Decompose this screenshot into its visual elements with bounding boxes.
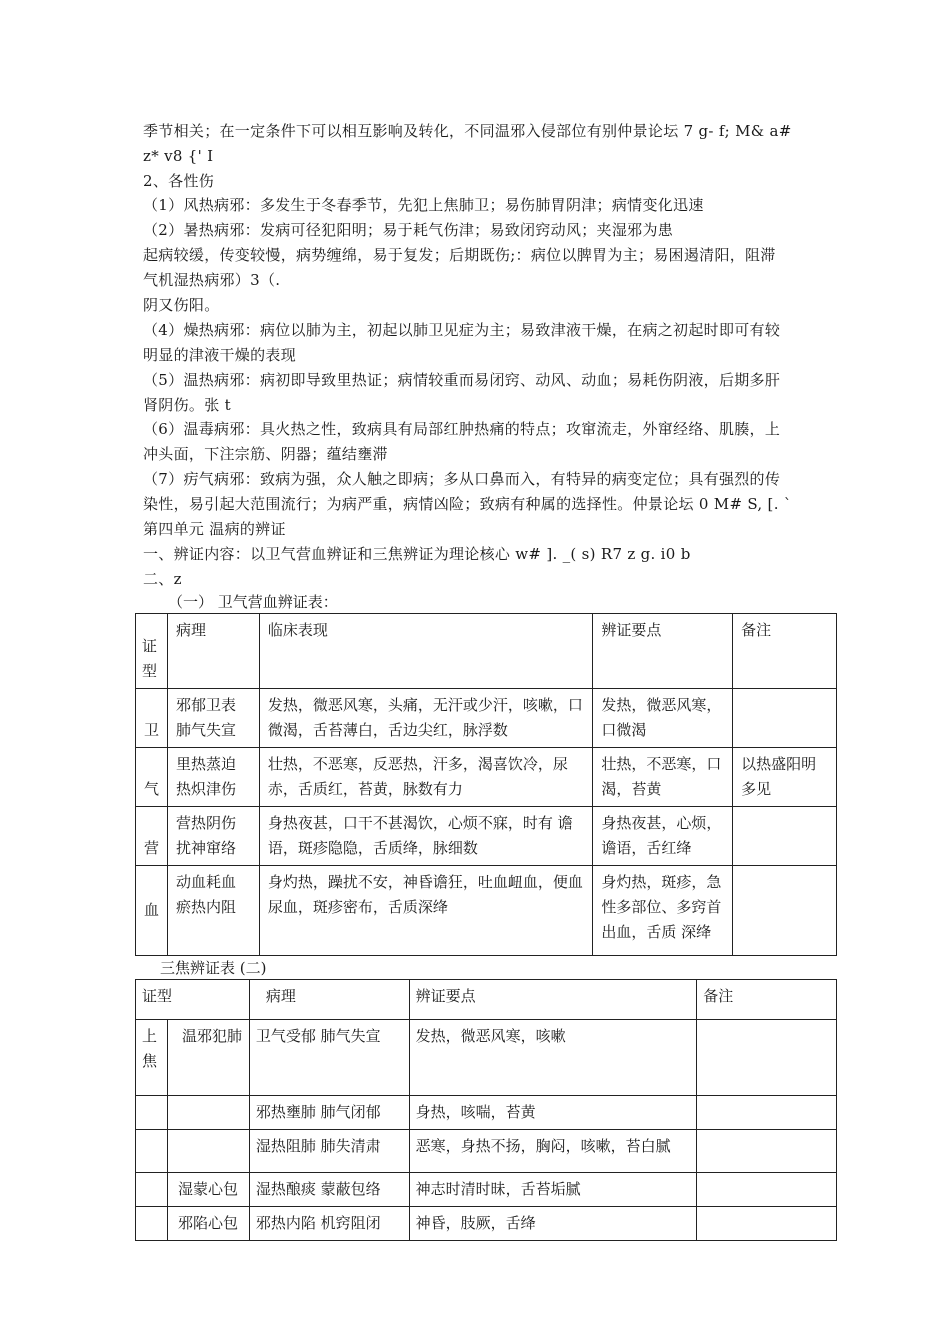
- jiao-cell: [136, 1207, 168, 1241]
- type-cell: 卫: [136, 689, 168, 748]
- cell: [697, 1130, 837, 1173]
- jiao-cell: [136, 1173, 168, 1207]
- table-header-row: [136, 980, 837, 1020]
- cell: 发热，微恶风寒，头痛，无汗或少汗，咳嗽，口微渴，舌苔薄白，舌边尖红，脉浮数: [259, 689, 592, 748]
- body-line: 明显的津液干燥的表现: [143, 346, 297, 364]
- cell: 卫气受郁 肺气失宣: [249, 1020, 409, 1096]
- cell: 神志时清时昧，舌苔垢腻: [409, 1173, 697, 1207]
- cell: 身灼热，躁扰不安，神昏谵狂，吐血衄血，便血尿血，斑疹密布，舌质深绛: [259, 866, 592, 956]
- table-row: [136, 807, 837, 866]
- cell: 发热，微恶风寒，咳嗽: [409, 1020, 697, 1096]
- body-line: 染性，易引起大范围流行；为病严重，病情凶险；致病有种属的选择性。仲景论坛 0 M# S, [. `: [143, 495, 792, 513]
- cell: [167, 1096, 249, 1130]
- type-cell: 气: [136, 748, 168, 807]
- body-line: （5）温热病邪：病初即导致里热证；病情较重而易闭窍、动风、动血；易耗伤阴液，后期多肝: [143, 371, 781, 389]
- header-cell: 备注: [697, 980, 837, 1020]
- cell: 温邪犯肺: [167, 1020, 249, 1096]
- san-jiao-table: [135, 979, 837, 1241]
- table1-caption: （一） 卫气营血辨证表：: [168, 593, 338, 611]
- cell: 营热阴伤扰神窜络: [168, 807, 260, 866]
- cell: [697, 1207, 837, 1241]
- cell: 身灼热，斑疹，急性多部位、多窍首出血，舌质 深绛: [593, 866, 733, 956]
- body-line: 冲头面，下注宗筋、阴器；蕴结壅滞: [143, 445, 388, 463]
- header-cell: 辨证要点: [409, 980, 697, 1020]
- cell: [697, 1096, 837, 1130]
- cell: 壮热，不恶寒，反恶热，汗多，渴喜饮冷，尿赤，舌质红，苔黄，脉数有力: [259, 748, 592, 807]
- header-cell: 病理: [249, 980, 409, 1020]
- cell: 邪热内陷 机窍阻闭: [249, 1207, 409, 1241]
- cell: [733, 689, 837, 748]
- body-line: 气机湿热病邪）3（.: [143, 271, 281, 289]
- cell: [167, 1130, 249, 1173]
- body-line: 一、辨证内容：以卫气营血辨证和三焦辨证为理论核心 w# ]. _( s) R7 z g. i0 b: [143, 545, 691, 563]
- body-line: 肾阴伤。张 t: [143, 396, 231, 414]
- body-line: （4）燥热病邪：病位以肺为主，初起以肺卫见症为主；易致津液干燥，在病之初起时即可有较: [143, 321, 781, 339]
- cell: 身热，咳喘，苔黄: [409, 1096, 697, 1130]
- cell: [697, 1173, 837, 1207]
- section-heading: 2、各性伤: [143, 172, 215, 190]
- cell: [697, 1020, 837, 1096]
- table-row: [136, 1173, 837, 1207]
- header-cell: 病理: [168, 614, 260, 689]
- wei-qi-ying-xue-table: [135, 613, 837, 956]
- cell: 邪陷心包: [167, 1207, 249, 1241]
- body-line: 二、z: [143, 570, 182, 588]
- cell: 里热蒸迫热炽津伤: [168, 748, 260, 807]
- cell: [733, 866, 837, 956]
- body-line: （1）风热病邪：多发生于冬春季节，先犯上焦肺卫；易伤肺胃阴津；病情变化迅速: [143, 196, 704, 214]
- table-row: [136, 1130, 837, 1173]
- cell: [733, 807, 837, 866]
- cell: 湿热阻肺 肺失清肃: [249, 1130, 409, 1173]
- header-cell: 证型: [136, 614, 168, 689]
- body-line: 季节相关；在一定条件下可以相互影响及转化，不同温邪入侵部位有别仲景论坛 7 g- f; M& a#: [143, 122, 792, 140]
- table-row: [136, 1096, 837, 1130]
- table-header-row: [136, 614, 837, 689]
- cell: 邪热壅肺 肺气闭郁: [249, 1096, 409, 1130]
- cell: 邪郁卫表肺气失宣: [168, 689, 260, 748]
- table-row: [136, 689, 837, 748]
- type-cell: 营: [136, 807, 168, 866]
- cell: 发热，微恶风寒，口微渴: [593, 689, 733, 748]
- header-cell: 临床表现: [259, 614, 592, 689]
- type-cell: 血: [136, 866, 168, 956]
- body-line: （6）温毒病邪：具火热之性，致病具有局部红肿热痛的特点；攻窜流走，外窜经络、肌腠，上: [143, 420, 781, 438]
- cell: 身热夜甚，口干不甚渴饮，心烦不寐，时有 谵语，斑疹隐隐，舌质绛，脉细数: [259, 807, 592, 866]
- unit-heading: 第四单元 温病的辨证: [143, 520, 286, 538]
- cell: 以热盛阳明多见: [733, 748, 837, 807]
- table-row: [136, 1207, 837, 1241]
- cell: 湿热酿痰 蒙蔽包络: [249, 1173, 409, 1207]
- table-row: [136, 866, 837, 956]
- body-line: 阴又伤阳。: [143, 296, 220, 314]
- jiao-cell: 上焦: [136, 1020, 168, 1096]
- table-row: [136, 748, 837, 807]
- body-line: 起病较缓，传变较慢，病势缠绵，易于复发；后期既伤;：病位以脾胃为主；易困遏清阳，阻滞: [143, 246, 776, 264]
- cell: 湿蒙心包: [167, 1173, 249, 1207]
- body-line: z* v8 {' I: [143, 147, 214, 165]
- cell: 神昏，肢厥，舌绛: [409, 1207, 697, 1241]
- header-cell: 证型: [136, 980, 250, 1020]
- header-cell: 备注: [733, 614, 837, 689]
- cell: 身热夜甚，心烦，谵语，舌红绛: [593, 807, 733, 866]
- jiao-cell: [136, 1096, 168, 1130]
- jiao-cell: [136, 1130, 168, 1173]
- body-line: （7）疠气病邪：致病为强，众人触之即病；多从口鼻而入，有特异的病变定位；具有强烈的传: [143, 470, 781, 488]
- cell: 壮热，不恶寒，口渴，苔黄: [593, 748, 733, 807]
- table-row: [136, 1020, 837, 1096]
- cell: 动血耗血瘀热内阻: [168, 866, 260, 956]
- table2-caption: 三焦辨证表 (二): [160, 959, 267, 977]
- header-cell: 辨证要点: [593, 614, 733, 689]
- body-line: （2）暑热病邪：发病可径犯阳明；易于耗气伤津；易致闭窍动风；夹湿邪为患: [143, 221, 674, 239]
- cell: 恶寒，身热不扬，胸闷，咳嗽，苔白腻: [409, 1130, 697, 1173]
